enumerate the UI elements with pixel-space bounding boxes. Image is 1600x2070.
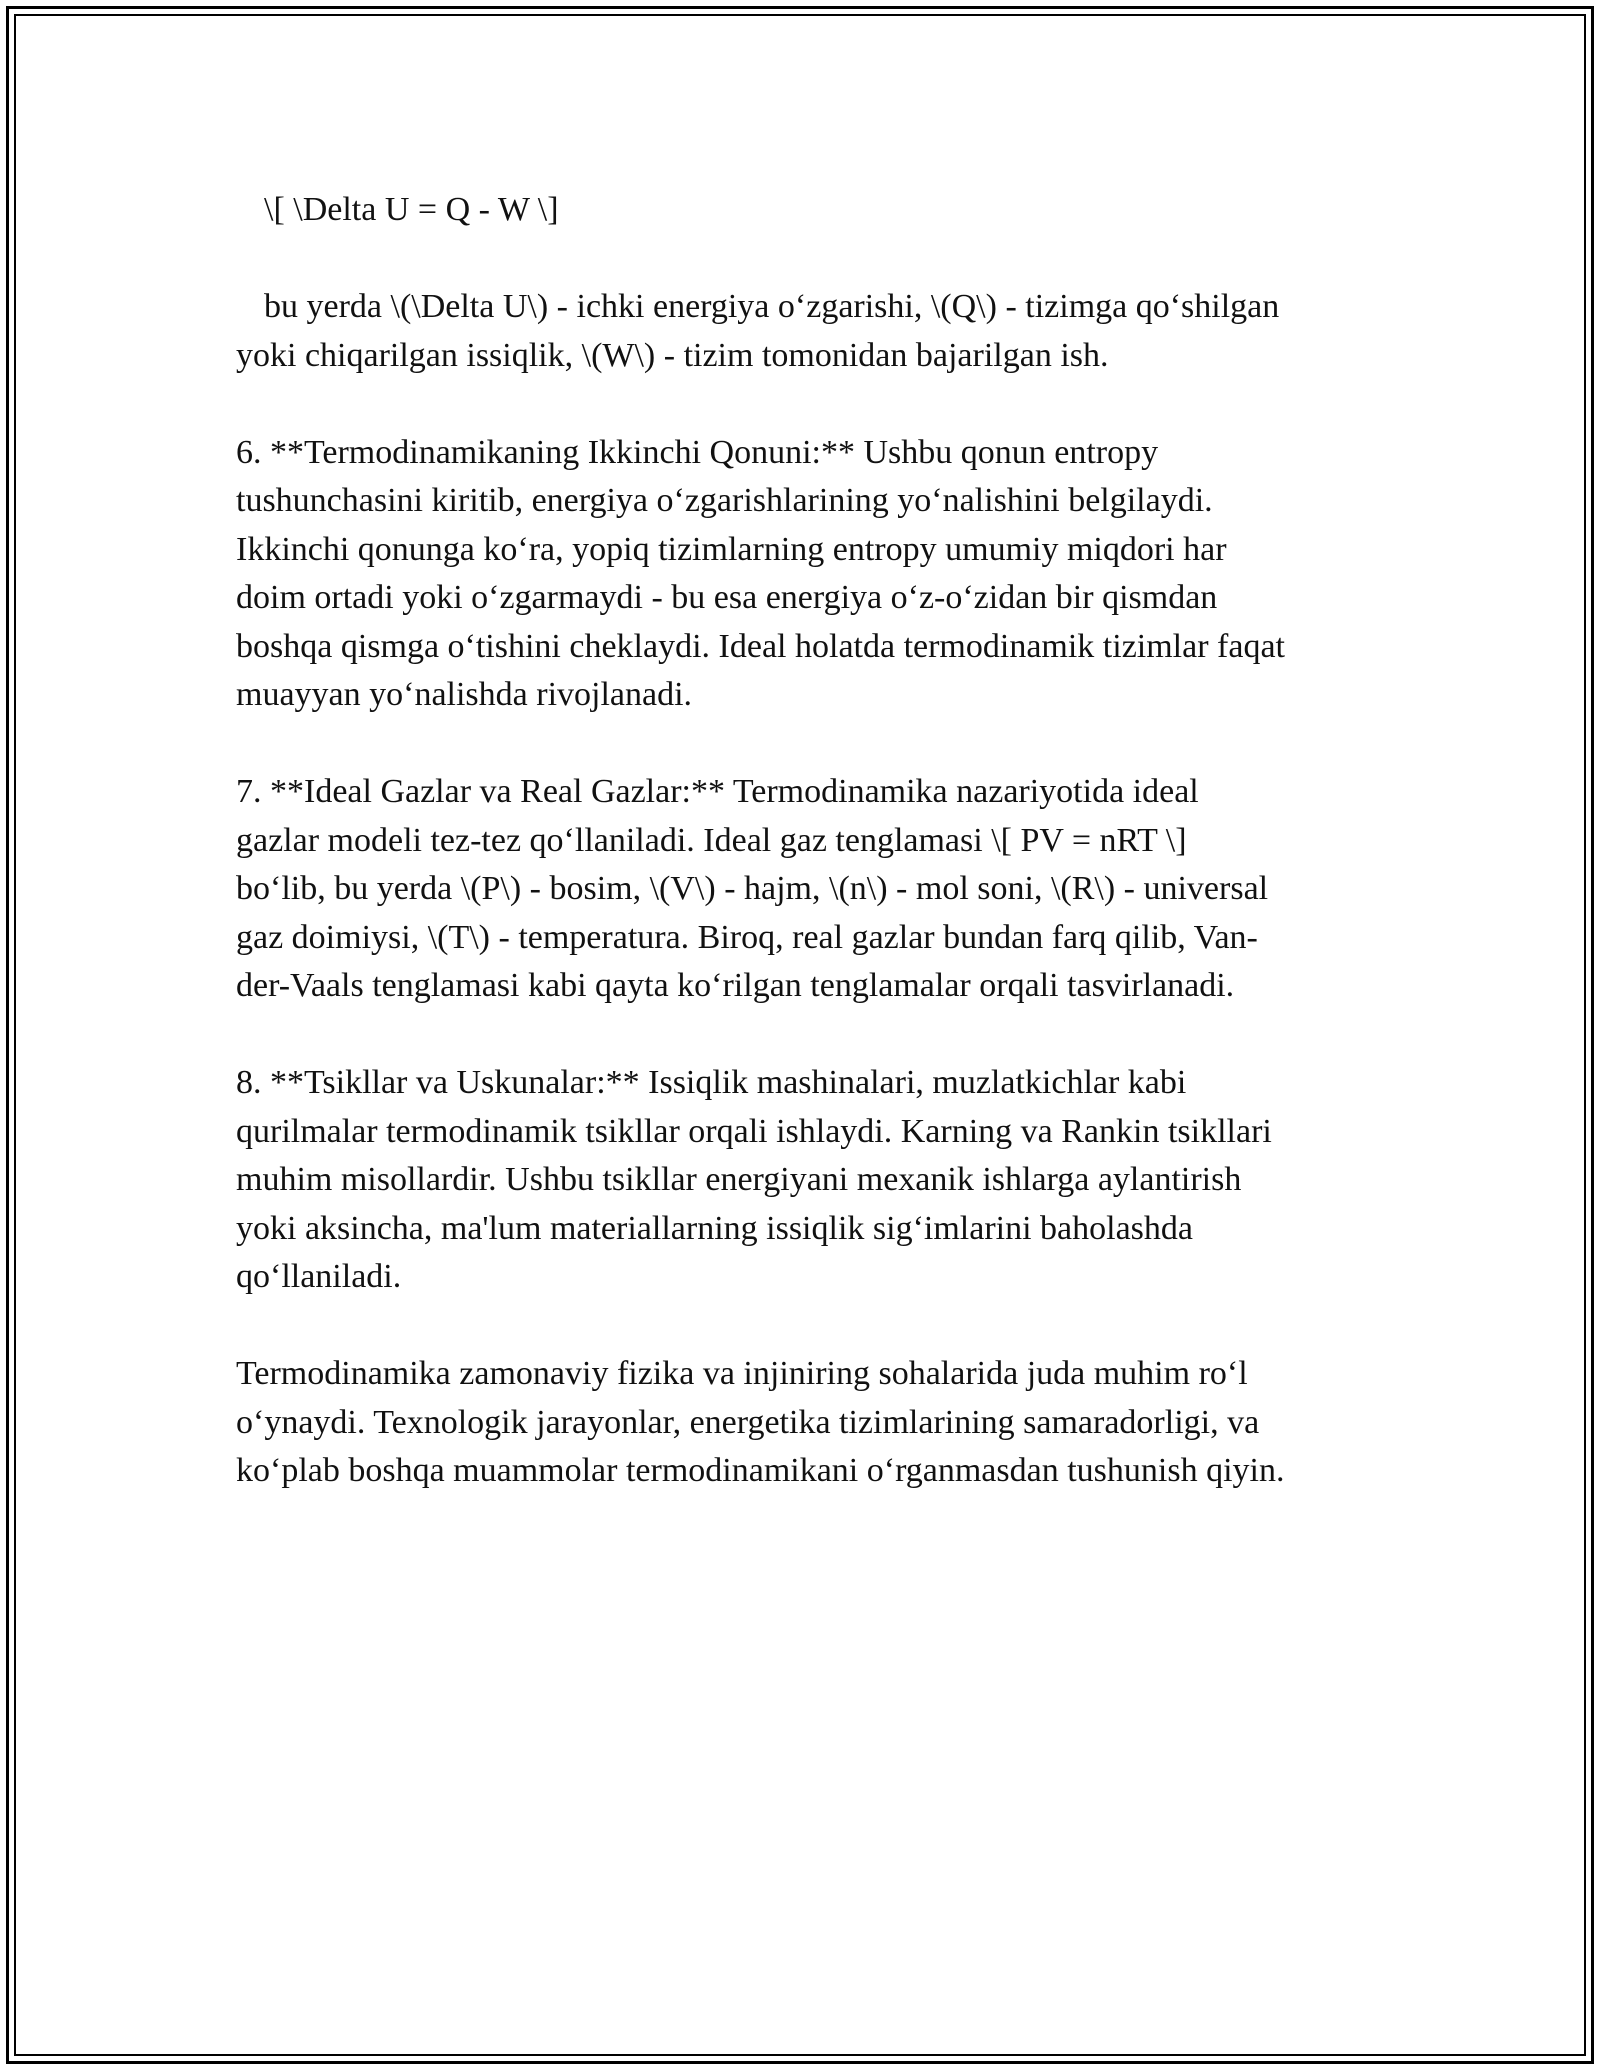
text-line: yoki aksincha, ma'lum materiallarning issiqlik sig‘imlarini baholashda bbox=[236, 1209, 1193, 1247]
text-line: Termodinamika zamonaviy fizika va injiniring sohalarida juda muhim ro‘l bbox=[236, 1355, 1248, 1392]
paragraph-conclusion bbox=[236, 1350, 1376, 1496]
text-line: muhim misollardir. Ushbu tsikllar energiyani mexanik ishlarga aylantirish bbox=[236, 1161, 1242, 1198]
paragraph-ideal-real-gases bbox=[236, 768, 1376, 1011]
text-line: o‘ynaydi. Texnologik jarayonlar, energetika tizimlarining samaradorligi, va bbox=[236, 1403, 1260, 1441]
document-body bbox=[236, 186, 1376, 1544]
text-line: der-Vaals tenglamasi kabi qayta ko‘rilgan tenglamalar orqali tasvirlanadi. bbox=[236, 967, 1235, 1004]
text-line: Ikkinchi qonunga ko‘ra, yopiq tizimlarning entropy umumiy miqdori har bbox=[236, 530, 1227, 568]
text-line: qurilmalar termodinamik tsikllar orqali ishlaydi. Karning va Rankin tsikllari bbox=[236, 1112, 1272, 1150]
text-line: boshqa qismga o‘tishini cheklaydi. Ideal holatda termodinamik tizimlar faqat bbox=[236, 627, 1285, 665]
text-line: 8. **Tsikllar va Uskunalar:** Issiqlik mashinalari, muzlatkichlar kabi bbox=[236, 1064, 1187, 1101]
text-line: tushunchasini kiritib, energiya o‘zgarishlarining yo‘nalishini belgilaydi. bbox=[236, 482, 1213, 519]
text-line: gaz doimiysi, \(T\) - temperatura. Biroq, real gazlar bundan farq qilib, Van- bbox=[236, 918, 1258, 956]
paragraph-variable-definitions bbox=[236, 283, 1376, 380]
text-line: \[ \Delta U = Q - W \] bbox=[264, 191, 559, 228]
paragraph-second-law bbox=[236, 429, 1376, 720]
text-line: doim ortadi yoki o‘zgarmaydi - bu esa energiya o‘z-o‘zidan bir qismdan bbox=[236, 579, 1218, 616]
text-line: muayyan yo‘nalishda rivojlanadi. bbox=[236, 676, 693, 713]
text-line: yoki chiqarilgan issiqlik, \(W\) - tizim tomonidan bajarilgan ish. bbox=[236, 336, 1109, 374]
text-line: gazlar modeli tez-tez qo‘llaniladi. Ideal gaz tenglamasi \[ PV = nRT \] bbox=[236, 821, 1187, 859]
text-line: bo‘lib, bu yerda \(P\) - bosim, \(V\) - hajm, \(n\) - mol soni, \(R\) - universal bbox=[236, 870, 1269, 907]
text-line: 7. **Ideal Gazlar va Real Gazlar:** Termodinamika nazariyotida ideal bbox=[236, 773, 1199, 810]
paragraph-cycles-equipment bbox=[236, 1059, 1376, 1302]
text-line: qo‘llaniladi. bbox=[236, 1258, 402, 1295]
equation-first-law bbox=[236, 186, 1376, 235]
text-line: ko‘plab boshqa muammolar termodinamikani o‘rganmasdan tushunish qiyin. bbox=[236, 1452, 1285, 1489]
text-line: 6. **Termodinamikaning Ikkinchi Qonuni:** Ushbu qonun entropy bbox=[236, 433, 1159, 471]
text-line: bu yerda \(\Delta U\) - ichki energiya o‘zgarishi, \(Q\) - tizimga qo‘shilgan bbox=[264, 288, 1280, 325]
